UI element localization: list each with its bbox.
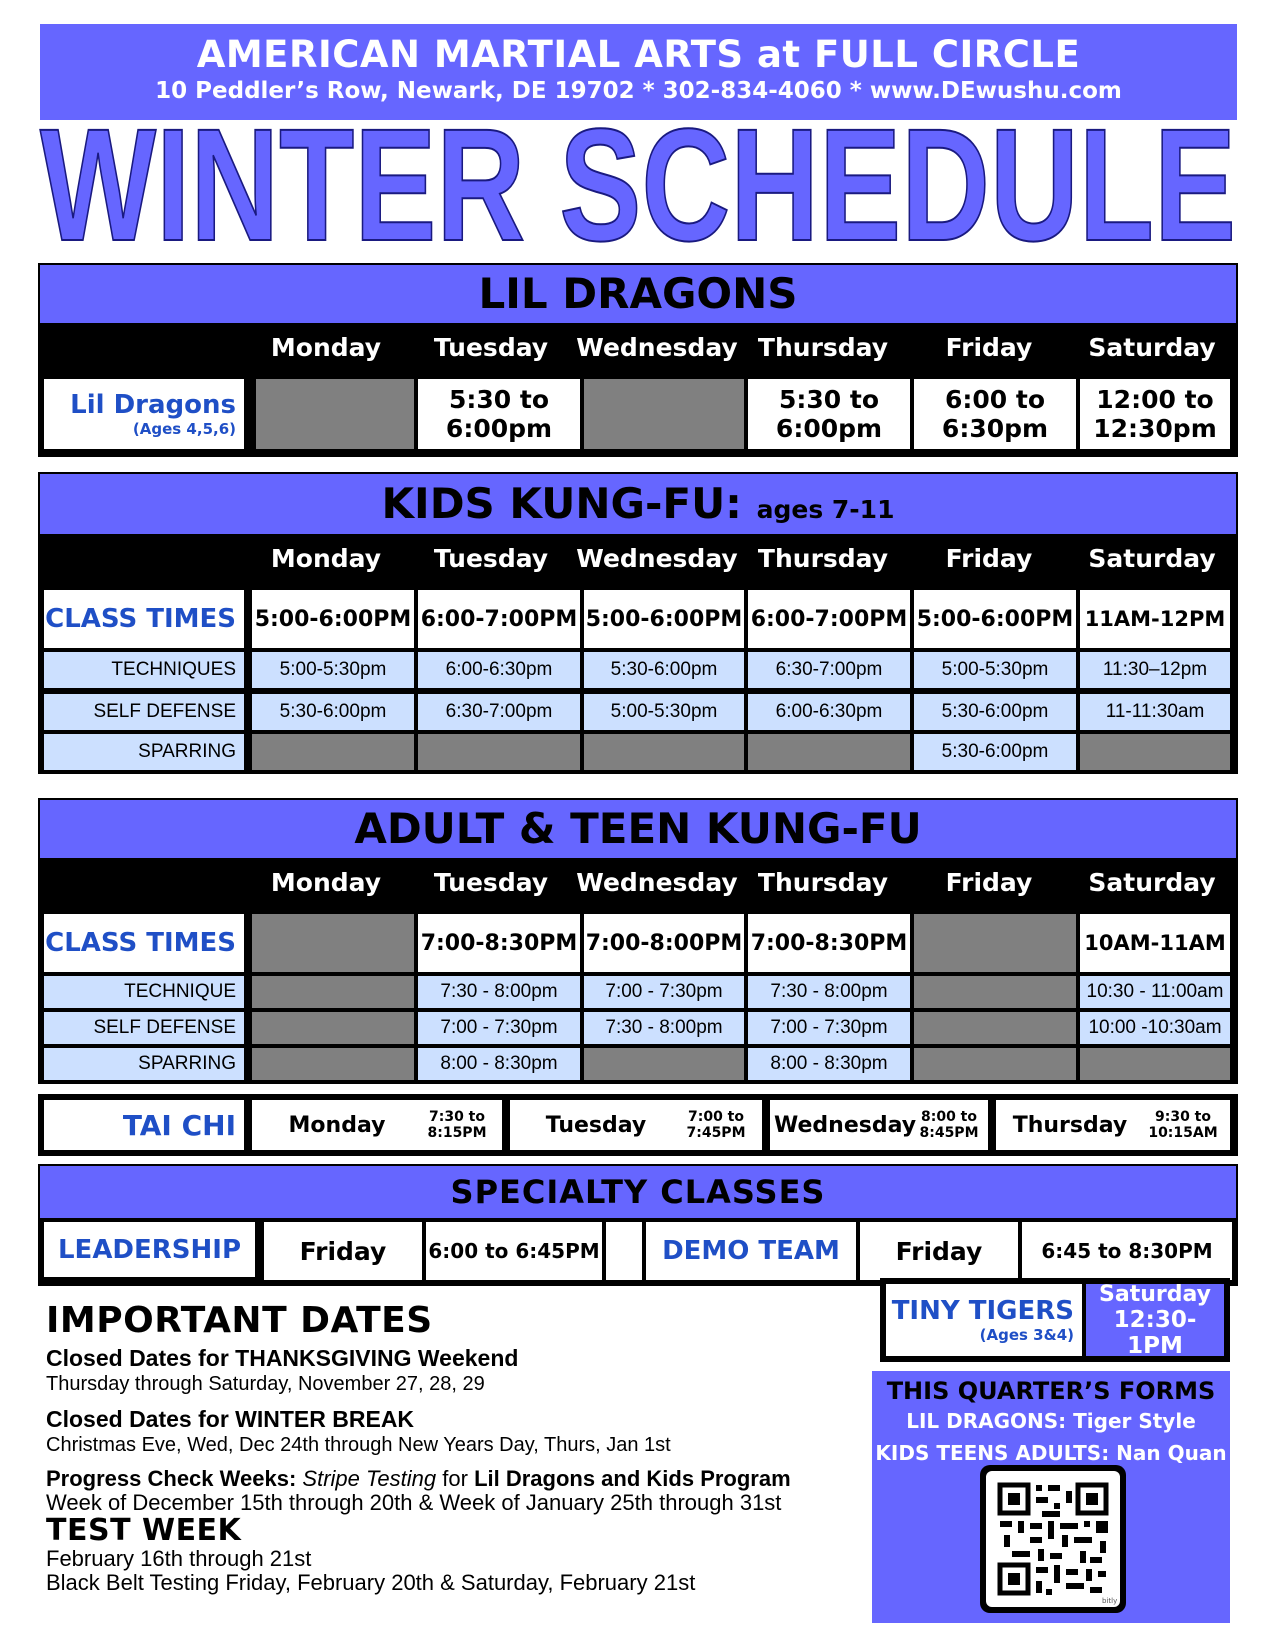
empty-cell bbox=[252, 734, 414, 770]
important-dates bbox=[46, 1300, 886, 1595]
empty-cell bbox=[1080, 734, 1230, 770]
tai-chi-time-to: 8:15PM bbox=[427, 1125, 487, 1141]
kids-self-defense-time: 5:00-5:30pm bbox=[584, 694, 744, 730]
adult-class-tuesday: 7:00-8:30PM bbox=[418, 914, 580, 972]
day-wednesday: Wednesday bbox=[576, 544, 738, 573]
progress-detail: Week of December 15th through 20th & Week of January 25th through 31st bbox=[46, 1490, 782, 1515]
specialty-section bbox=[38, 1164, 1238, 1286]
adult-technique-thursday: 7:30 - 8:00pm bbox=[748, 976, 910, 1008]
kids-class-times-label: CLASS TIMES bbox=[44, 590, 244, 648]
adult-sparring-tuesday: 8:00 - 8:30pm bbox=[418, 1048, 580, 1080]
day-thursday: Thursday bbox=[757, 868, 889, 897]
forms-title: THIS QUARTER’S FORMS bbox=[886, 1377, 1216, 1405]
school-contact: 10 Peddler’s Row, Newark, DE 19702 * 302-834-4060 * www.DEwushu.com bbox=[155, 78, 1122, 104]
school-name: AMERICAN MARTIAL ARTS at FULL CIRCLE bbox=[196, 33, 1081, 76]
kids-self-defense-label: SELF DEFENSE bbox=[44, 694, 244, 730]
tai-chi-label: TAI CHI bbox=[44, 1100, 244, 1150]
empty-cell bbox=[252, 914, 414, 972]
day-tuesday: Tuesday bbox=[433, 333, 549, 362]
empty-cell bbox=[914, 914, 1076, 972]
tai-chi-day: Tuesday bbox=[545, 1112, 647, 1138]
adult-title: ADULT & TEEN KUNG-FU bbox=[40, 800, 1236, 858]
kids-section bbox=[38, 472, 1238, 774]
winter-break-title: Closed Dates for WINTER BREAK bbox=[46, 1406, 415, 1432]
kids-techniques-time: 6:00-6:30pm bbox=[418, 652, 580, 688]
adult-technique-tuesday: 7:30 - 8:00pm bbox=[418, 976, 580, 1008]
empty-cell bbox=[252, 1048, 414, 1080]
kids-class-time: 6:00-7:00PM bbox=[418, 590, 580, 648]
big-title: WINTER SCHEDULE bbox=[40, 122, 1236, 257]
day-thursday: Thursday bbox=[757, 544, 889, 573]
empty-cell bbox=[748, 734, 910, 770]
leadership-label: LEADERSHIP bbox=[44, 1222, 258, 1280]
test-week-title: TEST WEEK bbox=[46, 1513, 242, 1548]
adult-technique-wednesday: 7:00 - 7:30pm bbox=[584, 976, 744, 1008]
demo-team-time: 6:45 to 8:30PM bbox=[1022, 1222, 1232, 1280]
tai-chi-time-to: 10:15AM bbox=[1148, 1125, 1218, 1141]
day-saturday: Saturday bbox=[1088, 544, 1216, 573]
tiny-tigers-box bbox=[880, 1278, 1230, 1362]
important-dates-heading: IMPORTANT DATES bbox=[46, 1300, 433, 1341]
tai-chi-time-to: 8:45PM bbox=[919, 1125, 979, 1141]
day-header-row bbox=[38, 536, 1238, 582]
tai-chi-time bbox=[676, 1109, 756, 1141]
kids-self-defense-time: 6:30-7:00pm bbox=[418, 694, 580, 730]
empty-cell bbox=[252, 1012, 414, 1044]
kids-techniques-time: 5:00-5:30pm bbox=[252, 652, 414, 688]
lil-dragons-label: Lil Dragons bbox=[70, 390, 236, 420]
day-monday: Monday bbox=[270, 333, 382, 362]
tiny-tigers-label: TINY TIGERS bbox=[891, 1296, 1074, 1326]
winter-break-detail: Christmas Eve, Wed, Dec 24th through New Years Day, Thurs, Jan 1st bbox=[46, 1434, 671, 1456]
tai-chi-time-from: 8:00 to bbox=[920, 1109, 977, 1125]
day-thursday: Thursday bbox=[757, 333, 889, 362]
kids-class-time: 11AM-12PM bbox=[1080, 590, 1230, 648]
adult-self-defense-tuesday: 7:00 - 7:30pm bbox=[418, 1012, 580, 1044]
adult-self-defense-thursday: 7:00 - 7:30pm bbox=[748, 1012, 910, 1044]
adult-section bbox=[38, 798, 1238, 1084]
lil-dragons-tuesday: 5:30 to 6:00pm bbox=[418, 379, 580, 449]
kids-class-time: 6:00-7:00PM bbox=[748, 590, 910, 648]
day-monday: Monday bbox=[270, 868, 382, 897]
day-tuesday: Tuesday bbox=[433, 544, 549, 573]
kids-self-defense-time: 5:30-6:00pm bbox=[914, 694, 1076, 730]
big-title-block bbox=[38, 122, 1238, 257]
day-saturday: Saturday bbox=[1088, 868, 1216, 897]
adult-class-saturday: 10AM-11AM bbox=[1080, 914, 1230, 972]
tai-chi-time-from: 9:30 to bbox=[1154, 1109, 1211, 1125]
lil-dragons-saturday: 12:00 to 12:30pm bbox=[1080, 379, 1230, 449]
day-saturday: Saturday bbox=[1088, 333, 1216, 362]
qr-background bbox=[986, 1471, 1120, 1607]
day-wednesday: Wednesday bbox=[576, 333, 738, 362]
empty-cell bbox=[914, 976, 1076, 1008]
tai-chi-session bbox=[770, 1100, 988, 1150]
kids-ages: ages 7-11 bbox=[756, 495, 895, 524]
kids-self-defense-time: 11-11:30am bbox=[1080, 694, 1230, 730]
kids-techniques-time: 11:30–12pm bbox=[1080, 652, 1230, 688]
progress-label: Progress Check Weeks: bbox=[46, 1466, 297, 1491]
kids-sparring-friday: 5:30-6:00pm bbox=[914, 734, 1076, 770]
day-monday: Monday bbox=[270, 544, 382, 573]
thanksgiving-detail: Thursday through Saturday, November 27, 28, 29 bbox=[46, 1373, 485, 1395]
empty-cell bbox=[1080, 1048, 1230, 1080]
empty-cell bbox=[914, 1048, 1076, 1080]
tai-chi-time bbox=[417, 1109, 497, 1141]
day-wednesday: Wednesday bbox=[576, 868, 738, 897]
empty-cell bbox=[584, 734, 744, 770]
day-tuesday: Tuesday bbox=[433, 868, 549, 897]
tai-chi-time bbox=[914, 1109, 984, 1141]
tai-chi-time-from: 7:30 to bbox=[428, 1109, 485, 1125]
adult-class-thursday: 7:00-8:30PM bbox=[748, 914, 910, 972]
tiny-tigers-day: Saturday bbox=[1099, 1281, 1211, 1307]
forms-box bbox=[872, 1371, 1230, 1623]
kids-class-time: 5:00-6:00PM bbox=[914, 590, 1076, 648]
tai-chi-day: Monday bbox=[288, 1112, 386, 1138]
kids-self-defense-time: 6:00-6:30pm bbox=[748, 694, 910, 730]
empty-cell bbox=[418, 734, 580, 770]
empty-cell bbox=[256, 379, 414, 449]
adult-technique-label: TECHNIQUE bbox=[44, 976, 244, 1008]
forms-line-1: LIL DRAGONS: Tiger Style bbox=[906, 1409, 1196, 1433]
tai-chi-session bbox=[996, 1100, 1230, 1150]
forms-line-2: KIDS TEENS ADULTS: Nan Quan bbox=[875, 1441, 1227, 1465]
kids-techniques-time: 5:30-6:00pm bbox=[584, 652, 744, 688]
tai-chi-time bbox=[1140, 1109, 1226, 1141]
tai-chi-time-from: 7:00 to bbox=[687, 1109, 744, 1125]
tiny-tigers-time: 12:30-1PM bbox=[1113, 1306, 1197, 1359]
lil-dragons-title: LIL DRAGONS bbox=[40, 265, 1236, 323]
day-header-row bbox=[38, 860, 1238, 906]
lil-dragons-section bbox=[38, 263, 1238, 457]
tai-chi-session bbox=[252, 1100, 502, 1150]
adult-class-wednesday: 7:00-8:00PM bbox=[584, 914, 744, 972]
spacer-cell bbox=[606, 1222, 642, 1280]
demo-team-day: Friday bbox=[860, 1222, 1018, 1280]
tiny-tigers-label-cell bbox=[886, 1284, 1082, 1356]
lil-dragons-friday: 6:00 to 6:30pm bbox=[914, 379, 1076, 449]
tai-chi-session bbox=[510, 1100, 762, 1150]
tai-chi-day: Wednesday bbox=[774, 1112, 917, 1138]
progress-italic: Stripe Testing bbox=[302, 1466, 437, 1491]
empty-cell bbox=[914, 1012, 1076, 1044]
qr-caption: bitly bbox=[1102, 1597, 1118, 1605]
day-friday: Friday bbox=[945, 544, 1033, 573]
adult-sparring-label: SPARRING bbox=[44, 1048, 244, 1080]
thanksgiving-title: Closed Dates for THANKSGIVING Weekend bbox=[46, 1345, 519, 1371]
adult-class-times-label: CLASS TIMES bbox=[44, 914, 244, 972]
qr-frame bbox=[980, 1465, 1126, 1613]
progress-programs: Lil Dragons and Kids Program bbox=[474, 1466, 791, 1491]
kids-techniques-label: TECHNIQUES bbox=[44, 652, 244, 688]
demo-team-label: DEMO TEAM bbox=[646, 1222, 856, 1280]
test-week-dates: February 16th through 21st bbox=[46, 1546, 312, 1571]
qr-code-icon[interactable] bbox=[986, 1471, 1120, 1607]
kids-self-defense-time: 5:30-6:00pm bbox=[252, 694, 414, 730]
specialty-title: SPECIALTY CLASSES bbox=[40, 1166, 1236, 1218]
tiny-tigers-time-cell bbox=[1086, 1281, 1224, 1359]
adult-technique-saturday: 10:30 - 11:00am bbox=[1080, 976, 1230, 1008]
empty-cell bbox=[252, 976, 414, 1008]
kids-title-row bbox=[40, 474, 1236, 534]
adult-self-defense-label: SELF DEFENSE bbox=[44, 1012, 244, 1044]
lil-dragons-thursday: 5:30 to 6:00pm bbox=[748, 379, 910, 449]
kids-title: KIDS KUNG-FU: bbox=[381, 479, 742, 528]
progress-check-line bbox=[46, 1467, 886, 1491]
leadership-day: Friday bbox=[264, 1222, 422, 1280]
kids-techniques-time: 6:30-7:00pm bbox=[748, 652, 910, 688]
tai-chi-section bbox=[38, 1094, 1238, 1156]
day-friday: Friday bbox=[945, 868, 1033, 897]
empty-cell bbox=[584, 379, 744, 449]
adult-self-defense-wednesday: 7:30 - 8:00pm bbox=[584, 1012, 744, 1044]
header-banner bbox=[40, 24, 1237, 120]
tiny-tigers-ages: (Ages 3&4) bbox=[979, 1326, 1074, 1344]
tai-chi-time-to: 7:45PM bbox=[686, 1125, 746, 1141]
lil-dragons-label-cell bbox=[44, 379, 244, 449]
day-friday: Friday bbox=[945, 333, 1033, 362]
black-belt-testing: Black Belt Testing Friday, February 20th & Saturday, February 21st bbox=[46, 1570, 696, 1595]
kids-techniques-time: 5:00-5:30pm bbox=[914, 652, 1076, 688]
kids-class-time: 5:00-6:00PM bbox=[252, 590, 414, 648]
lil-dragons-ages: (Ages 4,5,6) bbox=[132, 420, 236, 438]
tai-chi-day: Thursday bbox=[1012, 1112, 1128, 1138]
day-header-row bbox=[38, 325, 1238, 371]
empty-cell bbox=[584, 1048, 744, 1080]
adult-self-defense-saturday: 10:00 -10:30am bbox=[1080, 1012, 1230, 1044]
kids-sparring-label: SPARRING bbox=[44, 734, 244, 770]
progress-for: for bbox=[442, 1466, 468, 1491]
adult-sparring-thursday: 8:00 - 8:30pm bbox=[748, 1048, 910, 1080]
leadership-time: 6:00 to 6:45PM bbox=[426, 1222, 602, 1280]
kids-class-time: 5:00-6:00PM bbox=[584, 590, 744, 648]
